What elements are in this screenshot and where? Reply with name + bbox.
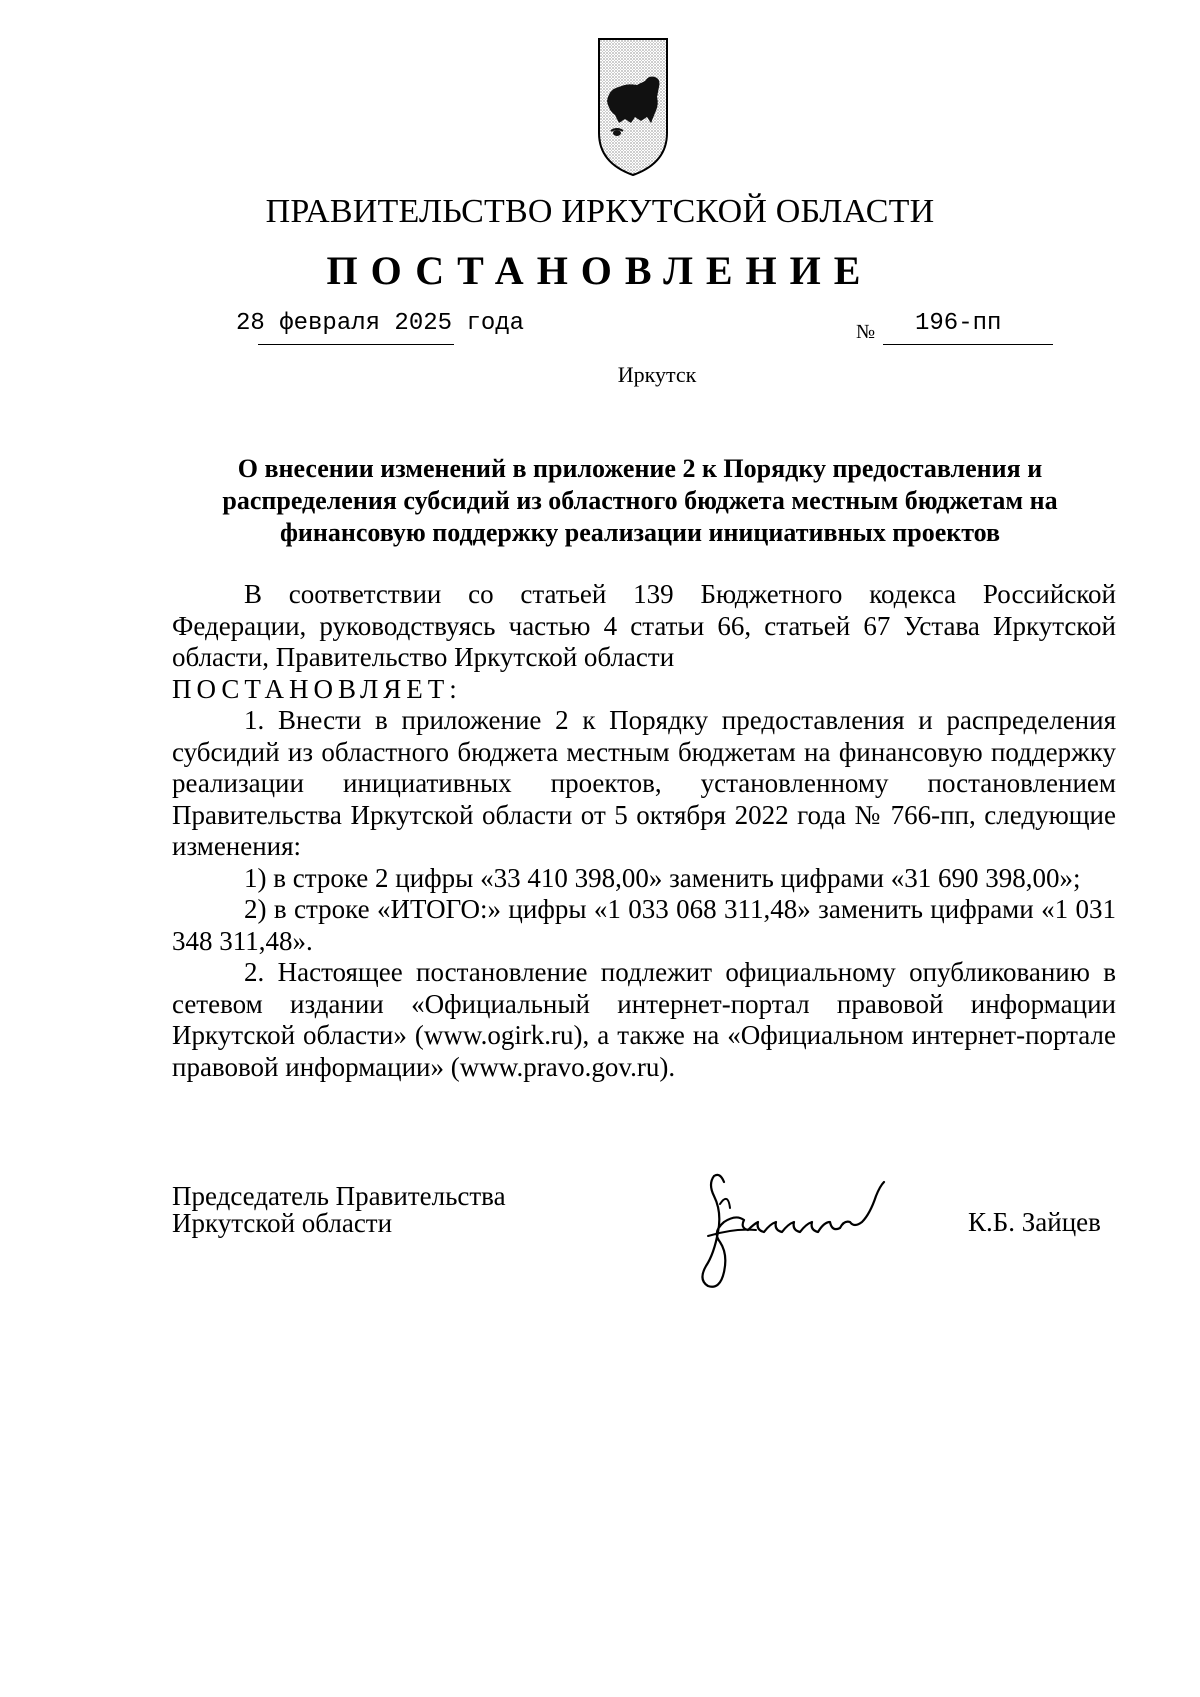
government-name: ПРАВИТЕЛЬСТВО ИРКУТСКОЙ ОБЛАСТИ bbox=[265, 193, 935, 230]
city-name: Иркутск bbox=[617, 362, 697, 387]
heading-line: финансовую поддержку реализации инициативных проектов bbox=[279, 518, 1001, 547]
irkutsk-oblast-coat-of-arms-icon bbox=[597, 37, 669, 177]
date-underline bbox=[258, 344, 454, 345]
preamble-paragraph: В соответствии со статьей 139 Бюджетного кодекса Российской Федерации, руководствуясь частью 4 статьи 66, статьей 67 Устава Иркутской области, Правительство Иркутской области bbox=[172, 579, 1116, 672]
signer-name: К.Б. Зайцев bbox=[968, 1207, 1101, 1237]
item-1-subitem-2: 2) в строке «ИТОГО:» цифры «1 033 068 311,48» заменить цифрами «1 031 348 311,48». bbox=[172, 894, 1116, 956]
number-sign: № bbox=[856, 321, 876, 343]
heading-line: распределения субсидий из областного бюджета местным бюджетам на bbox=[222, 486, 1058, 515]
resolves-word: ПОСТАНОВЛЯЕТ: bbox=[172, 673, 462, 704]
item-1-subitem-1: 1) в строке 2 цифры «33 410 398,00» заменить цифрами «31 690 398,00»; bbox=[244, 862, 1081, 893]
number-underline bbox=[883, 344, 1053, 345]
handwritten-signature-icon bbox=[684, 1162, 934, 1292]
document-date: 28 февраля 2025 года bbox=[236, 310, 525, 337]
position-line: Иркутской области bbox=[172, 1208, 393, 1238]
document-heading bbox=[200, 453, 1080, 549]
document-body bbox=[172, 579, 1116, 1083]
heading-line: О внесении изменений в приложение 2 к Порядку предоставления и bbox=[237, 454, 1043, 483]
position-line: Председатель Правительства bbox=[172, 1181, 506, 1211]
document-number: 196-пп bbox=[915, 310, 1002, 337]
document-type-title: ПОСТАНОВЛЕНИЕ bbox=[326, 248, 874, 293]
signatory-position bbox=[172, 1183, 506, 1237]
item-1-paragraph: 1. Внести в приложение 2 к Порядку предоставления и распределения субсидий из областного бюджета местным бюджетам на финансовую поддержку реализации инициативных проектов, установленному постановлением Правительства Иркутской области от 5 октября 2022 года № 766-пп, следующие изменения: bbox=[172, 705, 1116, 861]
item-2-paragraph: 2. Настоящее постановление подлежит официальному опубликованию в сетевом издании «Официальный интернет-портал правовой информации Иркутской области» (www.ogirk.ru), а также на «Официальном интернет-портале правовой информации» (www.pravo.gov.ru). bbox=[172, 957, 1116, 1082]
